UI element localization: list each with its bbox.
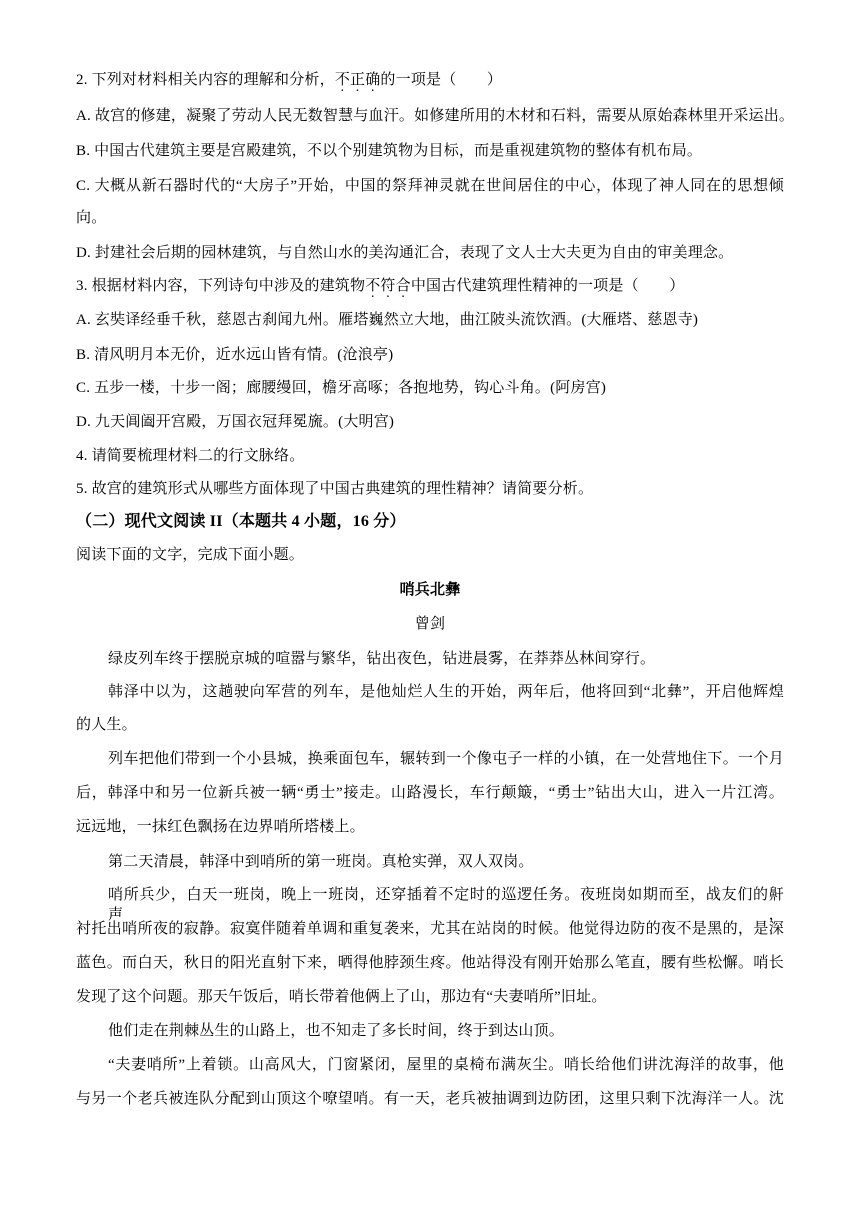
question-5: 5. 故宫的建筑形式从哪些方面体现了中国古典建筑的理性精神？请简要分析。 xyxy=(76,481,594,497)
question-2-option-d: D. 封建社会后期的园林建筑，与自然山水的美沟通汇合，表现了文人士大夫更为自由的审美理念。 xyxy=(76,245,734,261)
question-3-stem xyxy=(76,276,684,296)
story-line: 蓝色。而白天，秋日的阳光直射下来，晒得他脖颈生疼。他站得没有刚开始那么笔直，腰有些松懈。哨长 xyxy=(76,955,784,971)
story-line: 韩泽中以为，这趟驶向军营的列车，是他灿烂人生的开始，两年后，他将回到“北彝”，开启他辉煌 xyxy=(108,684,784,700)
question-3-option-a: A. 玄奘译经垂千秋，慈恩古刹闻九州。雁塔巍然立大地，曲江陂头流饮酒。(大雁塔、慈恩寺) xyxy=(76,312,699,328)
story-line: 绿皮列车终于摆脱京城的喧嚣与繁华，钻出夜色，钻进晨雾，在莽莽丛林间穿行。 xyxy=(108,651,656,667)
story-line: 哨所兵少，白天一班岗，晚上一班岗，还穿插着不定时的巡逻任务。夜班岗如期而至，战友们的鼾声， xyxy=(108,887,784,923)
question-2-stem xyxy=(76,70,502,90)
question-2-stem-tail: 的一项是（ ） xyxy=(380,72,503,88)
question-2-option-c-cont: 向。 xyxy=(76,210,107,226)
emphasis-char: 正 xyxy=(350,72,366,88)
emphasis-char: 合 xyxy=(395,278,411,294)
question-2-option-c: C. 大概从新石器时代的“大房子”开始，中国的祭拜神灵就在世间居住的中心，体现了神人同在的思想倾 xyxy=(76,178,784,194)
question-2-stem-text: 2. 下列对材料相关内容的理解和分析， xyxy=(76,72,335,88)
story-line: 他们走在荆棘丛生的山路上，也不知走了多长时间，终于到达山顶。 xyxy=(108,1023,565,1039)
emphasis-char: 符 xyxy=(380,278,396,294)
emphasis-char: 不 xyxy=(365,278,381,294)
question-3-option-c: C. 五步一楼，十步一阁；廊腰缦回，檐牙高啄；各抱地势，钩心斗角。(阿房宫) xyxy=(76,380,607,396)
question-3-stem-tail: 中国古代建筑理性精神的一项是（ ） xyxy=(410,278,685,294)
story-line: 的人生。 xyxy=(76,717,137,733)
story-title: 哨兵北彝 xyxy=(399,582,461,598)
story-line: 远远地，一抹红色飘扬在边界哨所塔楼上。 xyxy=(76,819,365,835)
question-3-option-d: D. 九天阊阖开宫殿，万国衣冠拜冕旒。(大明宫) xyxy=(76,414,395,430)
question-2-option-b: B. 中国古代建筑主要是宫殿建筑，不以个别建筑物为目标，而是重视建筑物的整体有机布局。 xyxy=(76,143,703,159)
story-line: 与另一个老兵被连队分配到山顶这个嘹望哨。有一天，老兵被抽调到边防团，这里只剩下沈海洋一人。沈 xyxy=(76,1091,784,1107)
story-line: “夫妻哨所”上着锁。山高风大，门窗紧闭，屋里的桌椅布满灰尘。哨长给他们讲沈海洋的故事，他 xyxy=(108,1057,784,1073)
story-line: 第二天清晨，韩泽中到哨所的第一班岗。真枪实弹，双人双岗。 xyxy=(108,854,534,870)
question-4: 4. 请简要梳理材料二的行文脉络。 xyxy=(76,448,305,464)
emphasis-char: 不 xyxy=(334,72,351,88)
story-author: 曾剑 xyxy=(414,616,446,632)
reading-instruction: 阅读下面的文字，完成下面小题。 xyxy=(76,547,305,563)
story-line: 列车把他们带到一个小县城，换乘面包车，辗转到一个像屯子一样的小镇，在一处营地住下。一个月 xyxy=(108,751,784,767)
question-3-option-b: B. 清风明月本无价，近水远山皆有情。(沧浪亭) xyxy=(76,347,394,363)
emphasis-char: 确 xyxy=(365,72,381,88)
story-line: 衬托出哨所夜的寂静。寂寞伴随着单调和重复袭来，尤其在站岗的时候。他觉得边防的夜不是黑的，是深 xyxy=(76,921,784,937)
story-line: 后，韩泽中和另一位新兵被一辆“勇士”接走。山路漫长，车行颠簸，“勇士”钻出大山，进入一片江湾。 xyxy=(76,785,784,801)
story-line: 发现了这个问题。那天午饭后，哨长带着他俩上了山，那边有“夫妻哨所”旧址。 xyxy=(76,989,607,1005)
section-heading: （二）现代文阅读 II（本题共 4 小题，16 分） xyxy=(76,513,406,530)
question-2-option-a: A. 故宫的修建，凝聚了劳动人民无数智慧与血汗。如修建所用的木材和石料，需要从原始森林里开采运出。 xyxy=(76,108,795,124)
question-3-stem-text: 3. 根据材料内容，下列诗句中涉及的建筑物 xyxy=(76,278,366,294)
